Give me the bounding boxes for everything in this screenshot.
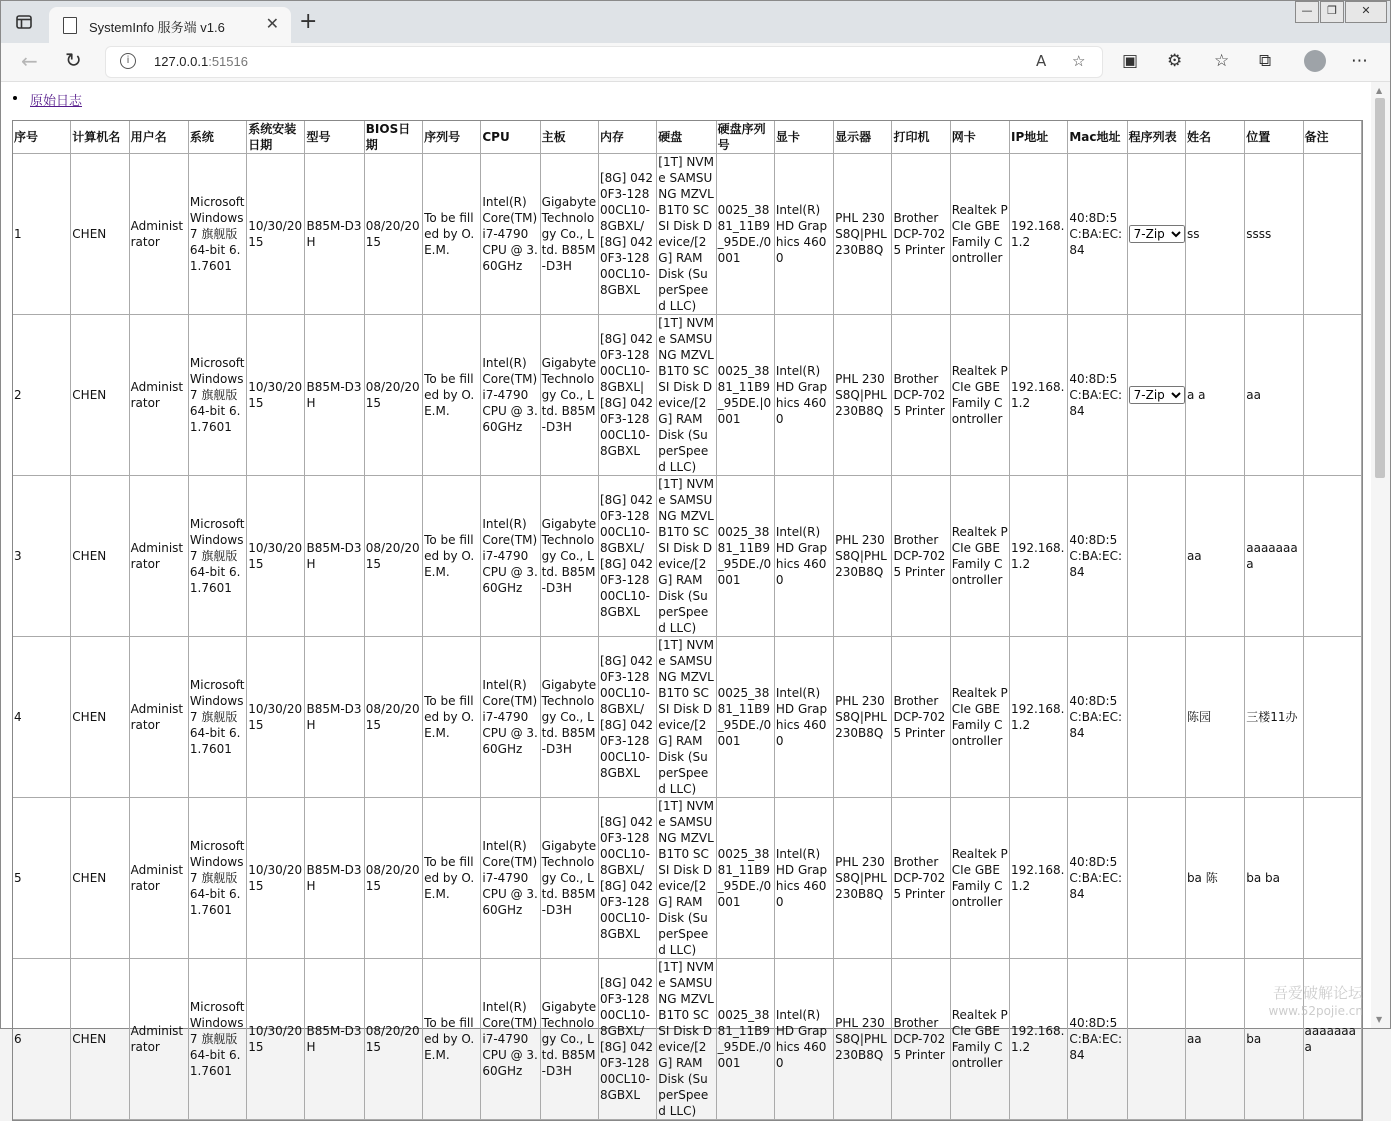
cell-model: B85M-D3H xyxy=(305,798,364,959)
cell-model: B85M-D3H xyxy=(305,959,364,1120)
column-header: IP地址 xyxy=(1010,121,1068,154)
cell-os: Microsoft Windows 7 旗舰版 64-bit 6.1.7601 xyxy=(189,637,247,798)
tab-title: SystemInfo 服务端 v1.6 xyxy=(89,20,225,35)
cell-disk: [1T] NVMe SAMSUNG MZVLB1T0 SCSI Disk Device/[2G] RAM Disk (SuperSpeed LLC) xyxy=(657,959,716,1120)
cell-monitor: PHL 230S8Q|PHL 230B8Q xyxy=(834,798,892,959)
cell-name: ss xyxy=(1186,154,1245,315)
cell-ip: 192.168.1.2 xyxy=(1010,798,1068,959)
cell-install-date: 10/30/2015 xyxy=(247,315,305,476)
cell-memory: [8G] 0420F3-12800CL10-8GBXL/[8G] 0420F3-12800CL10-8GBXL xyxy=(599,154,657,315)
cell-printer: Brother DCP-7025 Printer xyxy=(892,315,950,476)
cell-user: Administrator xyxy=(130,798,189,959)
cell-monitor: PHL 230S8Q|PHL 230B8Q xyxy=(834,154,892,315)
maximize-button[interactable]: ❐ xyxy=(1320,1,1344,23)
tab-systeminfo[interactable] xyxy=(49,7,291,43)
cell-program xyxy=(1128,315,1186,476)
cell-mac: 40:8D:5C:BA:EC:84 xyxy=(1068,637,1127,798)
column-header: BIOS日期 xyxy=(365,121,423,154)
cell-memory: [8G] 0420F3-12800CL10-8GBXL|[8G] 0420F3-12800CL10-8GBXL xyxy=(599,315,657,476)
cell-nic: Realtek PCIe GBE Family Controller xyxy=(951,315,1010,476)
column-header: 姓名 xyxy=(1186,121,1245,154)
vertical-scrollbar[interactable] xyxy=(1371,82,1390,1028)
cell-nic: Realtek PCIe GBE Family Controller xyxy=(951,959,1010,1120)
cell-os: Microsoft Windows 7 旗舰版 64-bit 6.1.7601 xyxy=(189,959,247,1120)
info-icon[interactable]: i xyxy=(120,53,136,69)
cell-install-date: 10/30/2015 xyxy=(247,637,305,798)
page-icon xyxy=(63,17,77,34)
table-row xyxy=(13,476,1362,637)
cell-program xyxy=(1128,154,1186,315)
cell-ip: 192.168.1.2 xyxy=(1010,637,1068,798)
cell-serial: To be filled by O.E.M. xyxy=(423,154,481,315)
collections-icon[interactable]: ⧉ xyxy=(1259,51,1272,71)
cell-user: Administrator xyxy=(130,959,189,1120)
cell-mac: 40:8D:5C:BA:EC:84 xyxy=(1068,798,1127,959)
cell-gpu: Intel(R) HD Graphics 4600 xyxy=(775,154,834,315)
cell-name: aa xyxy=(1186,476,1245,637)
cell-ip: 192.168.1.2 xyxy=(1010,476,1068,637)
program-list-select[interactable] xyxy=(1129,225,1185,243)
cell-nic: Realtek PCIe GBE Family Controller xyxy=(951,798,1010,959)
cell-serial: To be filled by O.E.M. xyxy=(423,637,481,798)
cell-user: Administrator xyxy=(130,154,189,315)
cell-program xyxy=(1128,637,1186,798)
cell-memory: [8G] 0420F3-12800CL10-8GBXL/[8G] 0420F3-12800CL10-8GBXL xyxy=(599,476,657,637)
cell-disk-serial: 0025_3881_11B9_95DE.|0001 xyxy=(717,315,775,476)
cell-cpu: Intel(R) Core(TM) i7-4790 CPU @ 3.60GHz xyxy=(481,637,540,798)
table-row xyxy=(13,637,1362,798)
cell-printer: Brother DCP-7025 Printer xyxy=(892,154,950,315)
cell-board: Gigabyte Technology Co., Ltd. B85M-D3H xyxy=(541,476,599,637)
table-row xyxy=(13,315,1362,476)
cell-id: 3 xyxy=(13,476,71,637)
scrollbar-thumb[interactable] xyxy=(1375,98,1385,478)
cell-bios-date: 08/20/2015 xyxy=(365,798,423,959)
cell-disk: [1T] NVMe SAMSUNG MZVLB1T0 SCSI Disk Device/[2G] RAM Disk (SuperSpeed LLC) xyxy=(657,798,716,959)
column-header: 位置 xyxy=(1245,121,1303,154)
watermark-title: 吾爱破解论坛 xyxy=(1272,984,1363,1002)
list-bullet xyxy=(13,96,17,100)
cell-computer: CHEN xyxy=(71,637,129,798)
cell-gpu: Intel(R) HD Graphics 4600 xyxy=(775,637,834,798)
cell-location: ssss xyxy=(1245,154,1303,315)
read-aloud-icon[interactable]: A xyxy=(1036,52,1047,70)
cell-note xyxy=(1304,637,1362,798)
avatar[interactable] xyxy=(1304,50,1326,72)
column-header: 显卡 xyxy=(775,121,834,154)
column-header: 备注 xyxy=(1304,121,1362,154)
cell-location: aaaaaaaa xyxy=(1245,476,1303,637)
cell-ip: 192.168.1.2 xyxy=(1010,959,1068,1120)
column-header: 主板 xyxy=(541,121,599,154)
cell-program xyxy=(1128,959,1186,1120)
cell-location: ba xyxy=(1245,959,1303,1120)
cell-board: Gigabyte Technology Co., Ltd. B85M-D3H xyxy=(541,798,599,959)
cell-user: Administrator xyxy=(130,315,189,476)
cell-ip: 192.168.1.2 xyxy=(1010,315,1068,476)
cell-gpu: Intel(R) HD Graphics 4600 xyxy=(775,476,834,637)
cell-note xyxy=(1304,476,1362,637)
cell-install-date: 10/30/2015 xyxy=(247,154,305,315)
cell-disk: [1T] NVMe SAMSUNG MZVLB1T0 SCSI Disk Device/[2G] RAM Disk (SuperSpeed LLC) xyxy=(657,637,716,798)
watermark-url: www.52pojie.cn xyxy=(1268,1004,1363,1018)
cell-monitor: PHL 230S8Q|PHL 230B8Q xyxy=(834,637,892,798)
cell-disk-serial: 0025_3881_11B9_95DE./0001 xyxy=(717,959,775,1120)
cell-nic: Realtek PCIe GBE Family Controller xyxy=(951,154,1010,315)
cell-name: aa xyxy=(1186,959,1245,1120)
cell-id: 1 xyxy=(13,154,71,315)
cell-cpu: Intel(R) Core(TM) i7-4790 CPU @ 3.60GHz xyxy=(481,959,540,1120)
cell-id: 6 xyxy=(13,959,71,1120)
cell-board: Gigabyte Technology Co., Ltd. B85M-D3H xyxy=(541,154,599,315)
cell-computer: CHEN xyxy=(71,315,129,476)
cell-ip: 192.168.1.2 xyxy=(1010,154,1068,315)
cell-board: Gigabyte Technology Co., Ltd. B85M-D3H xyxy=(541,959,599,1120)
cell-name: 陈园 xyxy=(1186,637,1245,798)
cell-install-date: 10/30/2015 xyxy=(247,959,305,1120)
cell-note xyxy=(1304,315,1362,476)
cell-os: Microsoft Windows 7 旗舰版 64-bit 6.1.7601 xyxy=(189,798,247,959)
cell-gpu: Intel(R) HD Graphics 4600 xyxy=(775,315,834,476)
table-body xyxy=(13,154,1362,1120)
column-header: 系统安装日期 xyxy=(247,121,305,154)
cell-program xyxy=(1128,798,1186,959)
extensions-icon[interactable]: ⚙ xyxy=(1167,51,1183,71)
cell-model: B85M-D3H xyxy=(305,637,364,798)
close-window-button[interactable]: ✕ xyxy=(1345,1,1387,23)
cell-nic: Realtek PCIe GBE Family Controller xyxy=(951,476,1010,637)
cell-id: 5 xyxy=(13,798,71,959)
cell-bios-date: 08/20/2015 xyxy=(365,476,423,637)
cell-os: Microsoft Windows 7 旗舰版 64-bit 6.1.7601 xyxy=(189,476,247,637)
cell-name: a a xyxy=(1186,315,1245,476)
address-bar-row xyxy=(1,43,1390,82)
cell-bios-date: 08/20/2015 xyxy=(365,637,423,798)
cell-printer: Brother DCP-7025 Printer xyxy=(892,798,950,959)
cell-mac: 40:8D:5C:BA:EC:84 xyxy=(1068,154,1127,315)
url-port: :51516 xyxy=(208,54,248,69)
scroll-up-icon[interactable]: ▲ xyxy=(1376,86,1383,95)
column-header: 显示器 xyxy=(834,121,892,154)
cell-printer: Brother DCP-7025 Printer xyxy=(892,637,950,798)
cell-cpu: Intel(R) Core(TM) i7-4790 CPU @ 3.60GHz xyxy=(481,154,540,315)
cell-computer: CHEN xyxy=(71,798,129,959)
new-tab-button[interactable]: + xyxy=(299,9,318,34)
cell-model: B85M-D3H xyxy=(305,315,364,476)
cell-location: 三楼11办 xyxy=(1245,637,1303,798)
column-header: CPU xyxy=(481,121,540,154)
add-favorite-icon[interactable]: ☆ xyxy=(1072,52,1086,70)
cell-user: Administrator xyxy=(130,476,189,637)
table-header-row xyxy=(13,121,1362,154)
watermark xyxy=(1269,984,1363,1020)
cell-computer: CHEN xyxy=(71,959,129,1120)
cell-bios-date: 08/20/2015 xyxy=(365,154,423,315)
cell-program xyxy=(1128,476,1186,637)
cell-id: 4 xyxy=(13,637,71,798)
page-content xyxy=(1,82,1371,1118)
tab-close-icon[interactable]: ✕ xyxy=(265,14,279,33)
program-list-select[interactable] xyxy=(1129,386,1185,404)
cell-model: B85M-D3H xyxy=(305,476,364,637)
cell-bios-date: 08/20/2015 xyxy=(365,959,423,1120)
cell-os: Microsoft Windows 7 旗舰版 64-bit 6.1.7601 xyxy=(189,154,247,315)
column-header: 系统 xyxy=(189,121,247,154)
cell-model: B85M-D3H xyxy=(305,154,364,315)
cell-memory: [8G] 0420F3-12800CL10-8GBXL/[8G] 0420F3-12800CL10-8GBXL xyxy=(599,798,657,959)
reload-icon[interactable]: ↻ xyxy=(65,48,82,72)
cell-disk-serial: 0025_3881_11B9_95DE./0001 xyxy=(717,798,775,959)
cell-disk-serial: 0025_3881_11B9_95DE./0001 xyxy=(717,154,775,315)
cell-cpu: Intel(R) Core(TM) i7-4790 CPU @ 3.60GHz xyxy=(481,476,540,637)
cell-name: ba 陈 xyxy=(1186,798,1245,959)
cell-cpu: Intel(R) Core(TM) i7-4790 CPU @ 3.60GHz xyxy=(481,798,540,959)
cell-monitor: PHL 230S8Q|PHL 230B8Q xyxy=(834,476,892,637)
cell-disk-serial: 0025_3881_11B9_95DE./0001 xyxy=(717,476,775,637)
cell-mac: 40:8D:5C:BA:EC:84 xyxy=(1068,959,1127,1120)
cell-board: Gigabyte Technology Co., Ltd. B85M-D3H xyxy=(541,637,599,798)
raw-log-link[interactable]: 原始日志 xyxy=(30,94,83,109)
cell-printer: Brother DCP-7025 Printer xyxy=(892,476,950,637)
scroll-down-icon[interactable]: ▼ xyxy=(1376,1015,1383,1024)
cell-serial: To be filled by O.E.M. xyxy=(423,959,481,1120)
cell-gpu: Intel(R) HD Graphics 4600 xyxy=(775,959,834,1120)
cell-memory: [8G] 0420F3-12800CL10-8GBXL/[8G] 0420F3-12800CL10-8GBXL xyxy=(599,637,657,798)
url-text[interactable] xyxy=(154,54,248,69)
cell-serial: To be filled by O.E.M. xyxy=(423,315,481,476)
cell-cpu: Intel(R) Core(TM) i7-4790 CPU @ 3.60GHz xyxy=(481,315,540,476)
cell-nic: Realtek PCIe GBE Family Controller xyxy=(951,637,1010,798)
cell-disk: [1T] NVMe SAMSUNG MZVLB1T0 SCSI Disk Device/[2G] RAM Disk (SuperSpeed LLC) xyxy=(657,315,716,476)
cell-serial: To be filled by O.E.M. xyxy=(423,798,481,959)
cell-location: aa xyxy=(1245,315,1303,476)
cell-note xyxy=(1304,798,1362,959)
cell-computer: CHEN xyxy=(71,154,129,315)
table-row xyxy=(13,154,1362,315)
cell-note xyxy=(1304,154,1362,315)
back-arrow-icon[interactable]: ← xyxy=(21,49,38,73)
cell-os: Microsoft Windows 7 旗舰版 64-bit 6.1.7601 xyxy=(189,315,247,476)
cell-install-date: 10/30/2015 xyxy=(247,798,305,959)
column-header: 网卡 xyxy=(951,121,1010,154)
sidebar-icon[interactable] xyxy=(15,13,33,31)
column-header: Mac地址 xyxy=(1068,121,1127,154)
column-header: 硬盘序列号 xyxy=(717,121,775,154)
column-header: 打印机 xyxy=(892,121,950,154)
column-header: 序列号 xyxy=(423,121,481,154)
cell-serial: To be filled by O.E.M. xyxy=(423,476,481,637)
favorites-icon[interactable]: ☆ xyxy=(1214,51,1230,71)
cell-printer: Brother DCP-7025 Printer xyxy=(892,959,950,1120)
cell-gpu: Intel(R) HD Graphics 4600 xyxy=(775,798,834,959)
cell-user: Administrator xyxy=(130,637,189,798)
cell-disk: [1T] NVMe SAMSUNG MZVLB1T0 SCSI Disk Device/[2G] RAM Disk (SuperSpeed LLC) xyxy=(657,154,716,315)
minimize-button[interactable]: — xyxy=(1295,1,1319,23)
column-header: 序号 xyxy=(13,121,71,154)
cell-mac: 40:8D:5C:BA:EC:84 xyxy=(1068,315,1127,476)
cell-monitor: PHL 230S8Q|PHL 230B8Q xyxy=(834,959,892,1120)
column-header: 硬盘 xyxy=(657,121,716,154)
cell-computer: CHEN xyxy=(71,476,129,637)
cell-note: aaaaaaaa xyxy=(1304,959,1362,1120)
cell-monitor: PHL 230S8Q|PHL 230B8Q xyxy=(834,315,892,476)
cell-board: Gigabyte Technology Co., Ltd. B85M-D3H xyxy=(541,315,599,476)
system-info-table xyxy=(12,120,1363,1121)
table-row xyxy=(13,798,1362,959)
column-header: 型号 xyxy=(305,121,364,154)
cell-disk-serial: 0025_3881_11B9_95DE./0001 xyxy=(717,637,775,798)
column-header: 用户名 xyxy=(130,121,189,154)
cell-disk: [1T] NVMe SAMSUNG MZVLB1T0 SCSI Disk Device/[2G] RAM Disk (SuperSpeed LLC) xyxy=(657,476,716,637)
cell-memory: [8G] 0420F3-12800CL10-8GBXL/[8G] 0420F3-12800CL10-8GBXL xyxy=(599,959,657,1120)
cell-bios-date: 08/20/2015 xyxy=(365,315,423,476)
cell-install-date: 10/30/2015 xyxy=(247,476,305,637)
column-header: 程序列表 xyxy=(1128,121,1186,154)
tab-strip xyxy=(1,1,1390,43)
more-menu-icon[interactable]: ⋯ xyxy=(1351,51,1368,71)
address-bar[interactable] xyxy=(105,46,1103,78)
browser-essentials-icon[interactable]: ▣ xyxy=(1122,51,1139,71)
table-row xyxy=(13,959,1362,1120)
column-header: 计算机名 xyxy=(71,121,129,154)
column-header: 内存 xyxy=(599,121,657,154)
cell-id: 2 xyxy=(13,315,71,476)
cell-mac: 40:8D:5C:BA:EC:84 xyxy=(1068,476,1127,637)
url-host: 127.0.0.1 xyxy=(154,54,209,69)
cell-location: ba ba xyxy=(1245,798,1303,959)
